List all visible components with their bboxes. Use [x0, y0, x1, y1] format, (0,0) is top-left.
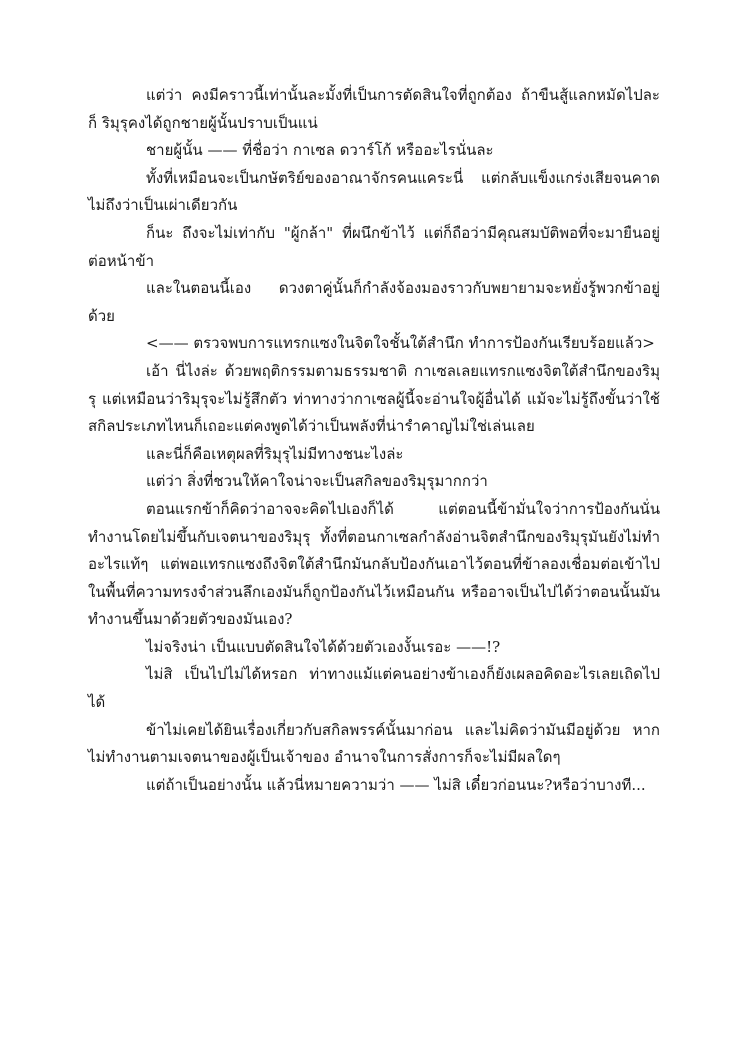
paragraph: ทั้งที่เหมือนจะเป็นกษัตริย์ของอาณาจักรคนแคระนี่ แต่กลับแข็งแกร่งเสียจนคาดไม่ถึงว่าเป็นเผ่าเดียวกัน: [88, 168, 660, 215]
paragraph: และนี่ก็คือเหตุผลที่ริมุรุไม่มีทางชนะไงล่ะ: [146, 444, 404, 463]
paragraph: แต่ว่า คงมีคราวนี้เท่านั้นละมั้งที่เป็นการตัดสินใจที่ถูกต้อง ถ้าขืนสู้แลกหมัดไปละก็ ริมุรุคงได้ถูกชายผู้นั้นปราบเป็นแน่: [88, 86, 660, 132]
paragraph: แต่ถ้าเป็นอย่างนั้น แล้วนี่หมายความว่า —— ไม่สิ เดี๋ยวก่อนนะ?หรือว่าบางที...: [146, 775, 646, 794]
paragraph: ข้าไม่เคยได้ยินเรื่องเกี่ยวกับสกิลพรรค์นั้นมาก่อน และไม่คิดว่ามันมีอยู่ด้วย หากไม่ทำงานตามเจตนาของผู้เป็นเจ้าของ อำนาจในการสั่งการก็จะไม่มีผลใดๆ: [88, 720, 660, 767]
paragraph: ชายผู้นั้น —— ที่ชื่อว่า กาเซล ดวาร์โก้ หรืออะไรนั่นละ: [146, 141, 494, 160]
document-body: [88, 82, 660, 799]
paragraph: แต่ว่า สิ่งที่ชวนให้คาใจน่าจะเป็นสกิลของริมุรุมากกว่า: [146, 472, 488, 491]
system-message-paragraph: <—— ตรวจพบการแทรกแซงในจิตใจชั้นใต้สำนึก ทำการป้องกันเรียบร้อยแล้ว>: [146, 334, 655, 353]
paragraph: ไม่สิ เป็นไปไม่ได้หรอก ท่าทางแม้แต่คนอย่างข้าเองก็ยังเผลอคิดอะไรเลยเถิดไปได้: [88, 665, 660, 712]
paragraph: และในตอนนี้เอง ดวงตาคู่นั้นก็กำลังจ้องมองราวกับพยายามจะหยั่งรู้พวกข้าอยู่ด้วย: [88, 279, 660, 325]
paragraph: เอ้า นี่ไงล่ะ ด้วยพฤติกรรมตามธรรมชาติ กาเซลเลยแทรกแซงจิตใต้สำนึกของริมุรุ แต่เหมือนว่าริมุรุจะไม่รู้สึกตัว ท่าทางว่ากาเซลผู้นี้จะอ่านใจผู้อื่นได้ แม้จะไม่รู้ถึงขั้นว่าใช้สกิลประเภทไหนก็เถอะแต่คงพูดได้ว่าเป็นพลังที่น่ารำคาญไม่ใช่เล่นเลย: [88, 361, 660, 436]
paragraph: ตอนแรกข้าก็คิดว่าอาจจะคิดไปเองก็ได้ แต่ตอนนี้ข้ามั่นใจว่าการป้องกันนั่นทำงานโดยไม่ขึ้นกับเจตนาของริมุรุ ทั้งที่ตอนกาเซลกำลังอ่านจิตสำนึกของริมุรุมันยังไม่ทำอะไรแท้ๆ แต่พอแทรกแซงถึงจิตใต้สำนึกมันกลับป้องกันเอาไว้ตอนที่ข้าลองเชื่อมต่อเข้าไปในพื้นที่ความทรงจำส่วนลึกเองมันก็ถูกป้องกันไว้เหมือนกัน หรืออาจเป็นไปได้ว่าตอนนั้นมันทำงานขึ้นมาด้วยตัวของมันเอง?: [88, 499, 660, 629]
paragraph: ไม่จริงน่า เป็นแบบตัดสินใจได้ด้วยตัวเองงั้นเรอะ ——!?: [146, 637, 501, 656]
paragraph: ก็นะ ถึงจะไม่เท่ากับ "ผู้กล้า" ที่ผนึกข้าไว้ แต่ก็ถือว่ามีคุณสมบัติพอที่จะมายืนอยู่ต่อหน้าข้า: [88, 223, 660, 270]
